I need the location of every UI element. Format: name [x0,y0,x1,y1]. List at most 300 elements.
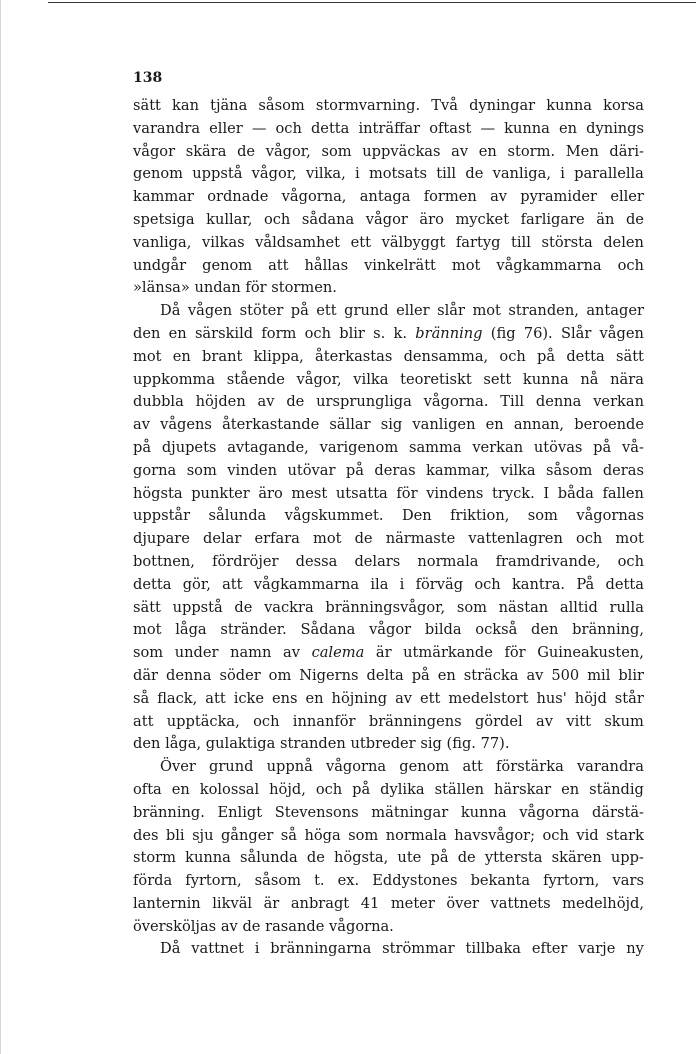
text-line [133,505,644,528]
word: vilkas [201,233,245,251]
word: meter [390,894,435,912]
word: bränning [415,324,483,342]
word: genom [133,165,184,183]
word: mot [472,302,501,320]
word: ett [316,302,337,320]
word: att [205,689,226,707]
word: på [133,438,152,456]
word: på [411,666,430,684]
word: (fig. [446,735,476,753]
text-line [133,323,644,346]
word: båda [557,484,594,502]
word: såsom [254,872,301,890]
word: Guineakusten, [537,644,644,662]
word: om [268,666,292,684]
text-line [133,300,644,323]
word: våldsamhet [255,233,341,251]
word: och [617,552,644,570]
word: antaga [359,188,411,206]
word: mest [291,484,328,502]
word: sätt [133,97,161,114]
word: korsa [603,97,644,114]
word: bekanta [470,872,531,890]
word: en [171,780,190,798]
word: genom [399,758,450,776]
word: uppkomma [133,370,216,388]
word: farligare [520,210,585,228]
word: denna [166,666,212,684]
word: normala [417,552,479,570]
word: en [561,780,580,798]
word: än [596,210,615,228]
word: bränning. [133,803,205,821]
word: och [575,530,603,548]
word: av [490,188,508,206]
word: kantra. [511,575,566,593]
text-line [133,619,644,642]
word: gördel [474,712,523,730]
word: ursprungliga [316,393,412,411]
word: anbragt [290,894,350,912]
word: erfara [254,530,300,548]
word: förväg [415,575,464,593]
word: kunna [504,119,550,137]
word: djupets [161,438,217,456]
word: är [375,644,392,662]
word: vågor, [296,370,342,388]
word: kullar, [206,210,253,228]
word: varje [578,940,616,958]
word: 77). [480,735,510,753]
word: höjd [574,689,607,707]
word: skära [185,142,227,160]
text-line [133,346,644,369]
word: som [321,142,352,160]
word: Då [160,302,181,320]
word: 76). [523,324,553,342]
word: Sådana [300,621,356,639]
word: fyrtorn, [543,872,600,890]
word: mil [587,666,611,684]
word: vågorna, [281,188,347,206]
word: ex. [337,872,360,890]
text-line [133,938,644,961]
word: rasande [265,917,325,935]
word: av [536,712,553,730]
word: vattnet [191,940,244,958]
word: också [475,621,518,639]
word: vågor, [251,165,297,183]
word: av [395,689,413,707]
word: vågorna [519,803,580,821]
word: utmärkande [403,644,493,662]
word: stranden, [508,302,579,320]
word: höjden [195,393,246,411]
word: Då [160,940,181,958]
word: översköljas [133,917,217,935]
word: mot [312,530,342,548]
word: varigenom [319,438,399,456]
word: vågen [599,324,644,342]
word: låga [175,621,207,639]
word: och [275,119,302,137]
word: för [504,644,526,662]
word: och [263,210,291,228]
word: ständig [589,780,644,798]
word: en [437,666,456,684]
text-line [133,277,644,300]
word: förda [133,872,173,890]
word: lanternin [133,894,201,912]
text-line [133,711,644,734]
word: parallella [574,165,644,183]
word: en [485,416,504,434]
word: form [261,324,297,342]
word: rulla [609,598,644,616]
word: såsom [546,461,593,479]
word: sällar [329,416,371,434]
word: av [283,644,300,662]
word: deras [602,461,644,479]
word: välbyggt [381,233,446,251]
word: ofta [133,780,162,798]
word: vå- [622,438,644,456]
word: äro [258,484,283,502]
word: delars [354,552,401,570]
word: detta [310,119,350,137]
word: och [304,324,331,342]
word: vågens [160,416,212,434]
word: mätningar [371,803,449,821]
word: bränningsvågor, [325,598,446,616]
word: vågorna. [423,393,489,411]
word: vattenlagren [468,530,563,548]
word: hus' [536,689,567,707]
word: för [396,484,418,502]
word: efter [531,940,568,958]
word: i [399,575,405,593]
word: där [133,666,159,684]
word: vilka [500,461,536,479]
word: verkan [593,393,644,411]
word: och [617,256,644,274]
word: en [558,119,578,137]
word: en [305,689,324,707]
word: i [560,165,565,183]
word: fartyg [455,233,501,251]
word: bränning, [572,621,644,639]
word: denna [535,393,582,411]
text-line [133,665,644,688]
word: strömmar [382,940,455,958]
word: hållas [304,256,349,274]
text-line [133,255,644,278]
text-line [133,163,644,186]
word: medelhöjd, [562,894,644,912]
word: »länsa» [133,279,190,297]
text-line [133,186,644,209]
word: kunna [460,803,507,821]
word: mot [133,347,162,365]
text-line [133,597,644,620]
word: På [576,575,595,593]
word: av [526,666,544,684]
word: fallen [602,484,644,502]
word: kolossal [199,780,260,798]
text-line [133,369,644,392]
word: stående [226,370,285,388]
word: vågkammarna [496,256,602,274]
word: vilka, [306,165,346,183]
word: Den [401,507,432,525]
word: särskild [194,324,254,342]
word: höjning [331,689,388,707]
word: Slår [560,324,592,342]
word: fyrtorn, [185,872,242,890]
word: att [222,575,243,593]
word: 41 [360,894,380,912]
word: bränningarna [270,940,372,958]
word: upptäcka, [166,712,240,730]
word: vanliga, [492,165,551,183]
word: utövar [287,461,336,479]
word: står [614,689,644,707]
word: som [133,644,164,662]
word: återkastas [315,347,393,365]
word: eller [209,119,243,137]
text-line [133,574,644,597]
word: delar [203,530,242,548]
word: de [625,210,644,228]
word: sju [192,826,214,844]
word: mot [615,530,644,548]
word: en [168,324,187,342]
word: deras [374,461,416,479]
word: förstärka [496,758,564,776]
word: kan [172,97,199,114]
word: bli [165,826,185,844]
word: dylika [380,780,425,798]
word: de [465,165,484,183]
word: och [253,712,280,730]
word: fördröjer [212,552,279,570]
word: uppnå [266,758,313,776]
word: en [478,142,497,160]
word: ny [626,940,644,958]
word: vågskummet. [284,507,384,525]
text-line [133,802,644,825]
word: av [133,416,150,434]
word: vågen [187,302,233,320]
word: storm [133,849,176,867]
word: bilda [424,621,462,639]
word: utbreder [350,735,416,753]
word: Nigerns [299,666,359,684]
word: icke [233,689,265,707]
body-text [133,95,644,961]
word: detta [566,347,605,365]
word: flack, [157,689,198,707]
word: mot [133,621,162,639]
text-line [133,825,644,848]
word: den [133,324,161,342]
text-line [133,688,644,711]
word: yttersta [484,849,543,867]
word: ett [350,233,371,251]
word: vackra [264,598,314,616]
word: likväl [212,894,253,912]
top-rule [48,2,696,3]
word: de [354,530,373,548]
word: — [480,119,496,137]
word: söder [219,666,261,684]
word: och [542,826,569,844]
word: stormvarning. [315,97,421,114]
word: 500 [551,666,580,684]
word: kunna [185,849,231,867]
word: stöter [239,302,284,320]
word: Stevensons [274,803,359,821]
word: så [133,689,150,707]
text-line [133,642,644,665]
word: gånger [220,826,274,844]
word: havsvågor; [454,826,536,844]
word: stränder. [220,621,287,639]
word: kunna [522,370,569,388]
word: varandra [576,758,644,776]
word: Till [500,393,525,411]
word: Men [565,142,599,160]
word: storm. [507,142,556,160]
word: uppstå [192,165,243,183]
word: de [286,393,305,411]
word: de [234,598,253,616]
word: djupare [133,530,190,548]
word: calema [311,644,365,662]
word: des [133,826,159,844]
page-edge [0,0,1,1054]
word: av [451,142,469,160]
word: blir [339,324,365,342]
word: vid [576,826,599,844]
word: antager [586,302,644,320]
word: I [543,484,550,502]
word: på [537,347,556,365]
word: sätt [616,347,644,365]
word: som [348,826,379,844]
word: som [527,507,558,525]
word: delen [603,233,644,251]
word: medelstort [448,689,529,707]
word: densamma, [403,347,489,365]
word: uppstår [133,507,191,525]
word: mot [451,256,481,274]
text-line [133,437,644,460]
word: utövas [533,438,583,456]
word: kunna [546,97,592,114]
word: motsats [368,165,427,183]
word: grund [208,758,254,776]
word: som [186,461,217,479]
word: annan, [513,416,565,434]
word: dyningar [469,97,536,114]
word: stormen. [271,279,337,297]
word: sett [483,370,512,388]
word: ordnade [207,188,269,206]
text-line [133,551,644,574]
page-number: 138 [133,70,163,86]
word: vågor [369,621,412,639]
word: högsta [133,484,183,502]
word: under [174,644,219,662]
word: är [263,894,280,912]
word: detta [605,575,644,593]
text-line [133,847,644,870]
word: vanliga, [133,233,192,251]
word: de [306,849,325,867]
word: slår [437,302,465,320]
word: Eddystones [372,872,458,890]
word: teoretiskt [400,370,472,388]
word: största [541,233,593,251]
word: vilka [353,370,389,388]
word: låga, [165,735,202,753]
word: kammar, [426,461,490,479]
word: undan [194,279,241,297]
word: vågor [133,142,176,160]
word: uppstå [172,598,223,616]
word: dubbla [133,393,184,411]
word: Enligt [217,803,263,821]
word: skum [604,712,644,730]
word: i [254,940,260,958]
word: verkan [472,438,524,456]
word: Över [160,758,196,776]
word: gör, [182,575,211,593]
text-line [133,209,644,232]
word: inträffar [358,119,421,137]
word: att [133,712,154,730]
word: härskar [494,780,552,798]
word: delta [366,666,404,684]
word: blir [618,666,644,684]
word: sig [380,416,403,434]
word: samma [408,438,462,456]
word: klippa, [253,347,304,365]
word: sig [420,735,442,753]
text-line [133,893,644,916]
word: namn [230,644,272,662]
word: beroende [574,416,644,434]
word: utsatta [335,484,388,502]
word: såsom [258,97,305,114]
word: detta [133,575,172,593]
word: tryck. [492,484,535,502]
word: den [133,735,161,753]
text-line [133,391,644,414]
word: stark [606,826,644,844]
word: höjd, [269,780,306,798]
word: på [345,461,364,479]
word: bottnen, [133,552,195,570]
word: avtagande, [227,438,309,456]
word: kammar [133,188,194,206]
word: den [531,621,559,639]
word: grund [344,302,389,320]
word: nästan [498,598,549,616]
word: vanligen [412,416,476,434]
word: vars [612,872,644,890]
